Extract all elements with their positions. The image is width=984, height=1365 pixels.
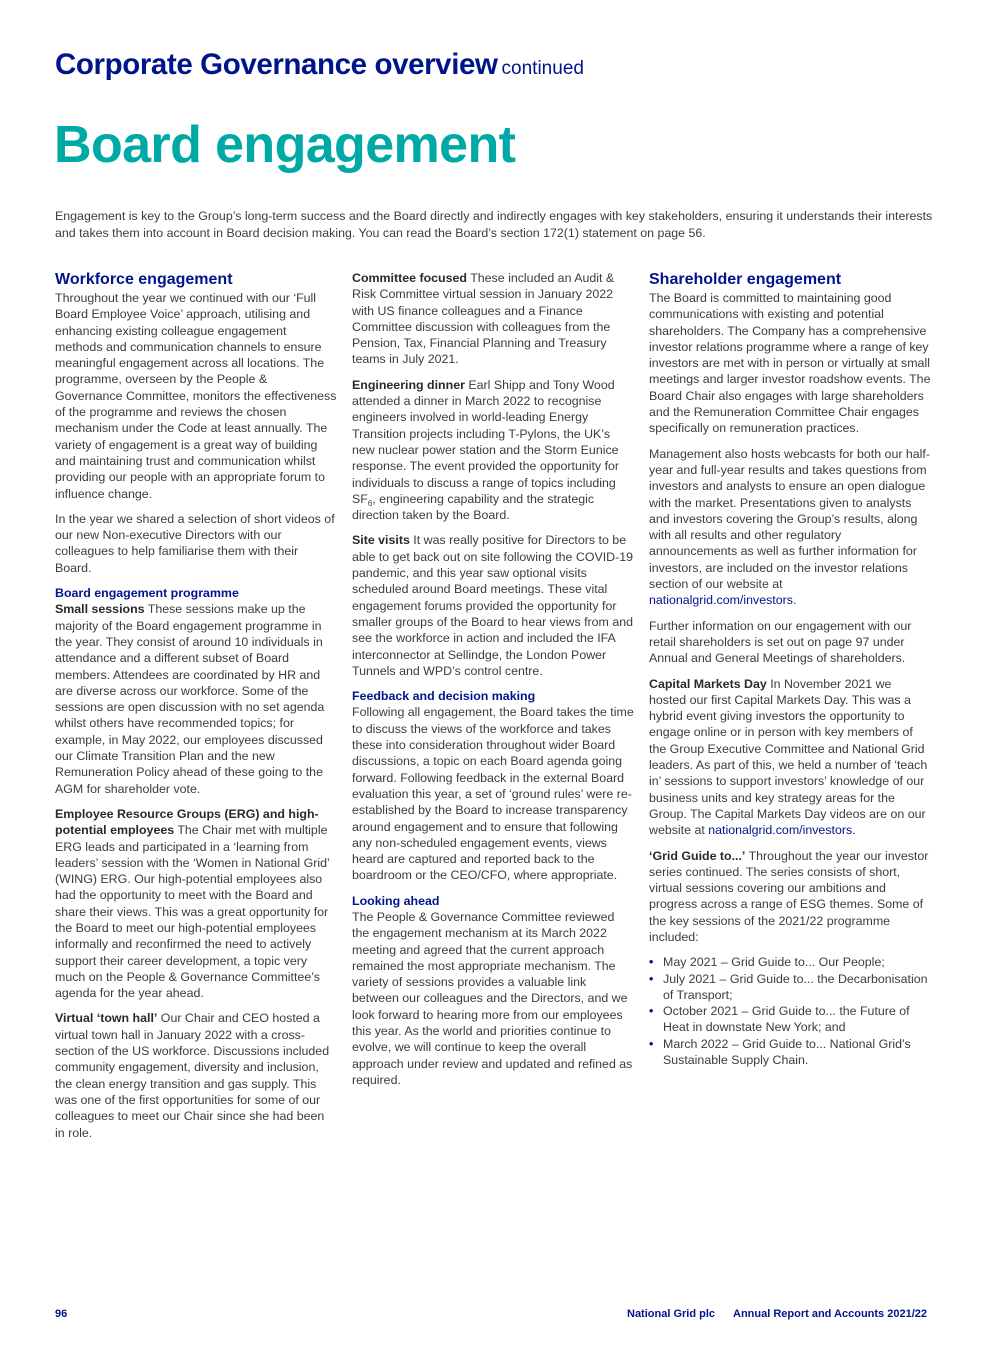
page-number: 96 [55,1308,68,1320]
shareholder-paragraph-3: Further information on our engagement with our retail shareholders is set out on page 97 under Annual and General Meetings of shareholders. [649,618,912,666]
small-sessions-text: These sessions make up the majority of the Board engagement programme in the year. They consist of around 10 individuals in attendance and a different subset of Board members. Attendees are coordinated by HR and are diverse across our workforce. Some of the sessions are open discussion with no set agenda whilst others have recommended topics; for example, in May 2022, our employees discussed our Climate Transition Plan and the new Remuneration Policy ahead of these going to the AGM for shareholder vote. [55,602,325,796]
grid-guide-text: Throughout the year our investor series continued. The series consists of short, virtual sessions covering our ambitions and progress across a range of ESG themes. Some of the key sessions of the 2021/22 programme included: [649,848,929,944]
webcasts-end: . [792,593,797,608]
committee-paragraph [352,270,634,368]
dinner-text-a: Earl Shipp and Tony Wood attended a dinner in March 2022 to recognise engineers involved in world-leading Energy Transition projects including T-Pylons, the UK’s new nuclear power station and the Storm Eunice response. The event provided the opportunity for individuals to discuss a range of topics including SF [352,377,620,506]
dinner-subscript: 6 [367,498,373,508]
site-visits-text: It was really positive for Directors to be able to get back out on site following the COVID-19 pandemic, and this year saw optional visits scheduled around Board meetings. These vital engagement forums provided the opportunity for smaller groups of the Board to hear views from and see the workforce in action and included the IFA interconnector at Sellindge, the London Power Tunnels and WPD’s control centre. [352,533,634,678]
column-shareholder [649,270,931,1068]
list-item-text: March 2022 – Grid Guide to... National Grid’s Sustainable Supply Chain. [663,1036,911,1068]
site-visits-lead: Site visits [352,533,410,548]
list-item-text: October 2021 – Grid Guide to... the Future of Heat in downstate New York; and [663,1004,910,1035]
list-item [649,971,931,1004]
list-item [649,1036,931,1069]
erg-text: The Chair met with multiple ERG leads and participated in a ‘learning from leaders’ session with the ‘Women in National Grid’ (WING) ERG. Our high-potential employees also had the opportunity to meet with the Board and share their views. This was a great opportunity for the Board to meet our high-potential employees informally and reconfirmed the need to actively support their career development, a topic very much on the People & Governance Committee’s agenda for the year ahead. [55,823,330,1001]
page-title: Board engagement [54,116,516,174]
investors-link[interactable]: nationalgrid.com/investors [649,593,793,608]
workforce-paragraph-2: In the year we shared a selection of short videos of our new Non-executive Directors with our colleagues to help familiarise them with their Board. [55,511,335,575]
bullet-icon: • [649,1036,654,1051]
workforce-heading: Workforce engagement [55,271,233,288]
grid-guide-list [649,954,931,1068]
workforce-paragraph-1: Throughout the year we continued with our ‘Full Board Employee Voice’ approach, utilising and enhancing existing colleague engagement methods and communication channels to ensure meaningful engagement across all locations. The programme, overseen by the People & Governance Committee, monitors the effectiveness of the programme and reviews the chosen mechanism under the Code at least annually. The variety of engagement is a great way of building and maintaining trust and communication whilst providing our people with an appropriate forum to influence change. [55,291,337,501]
section-title: Corporate Governance overview [55,48,498,81]
page-header [55,48,584,82]
list-item-text: May 2021 – Grid Guide to... Our People; [663,955,885,970]
small-sessions-lead: Small sessions [55,602,145,617]
list-item [649,1003,931,1036]
feedback-heading: Feedback and decision making [352,689,536,704]
town-hall-lead: Virtual ‘town hall’ [55,1011,158,1026]
capital-markets-link[interactable]: nationalgrid.com/investors. [708,823,856,838]
dinner-text-b: , engineering capability and the strategic direction taken by the Board. [352,491,595,523]
capital-markets-paragraph [649,676,931,839]
webcasts-text: Management also hosts webcasts for both our half-year and full-year results and takes questions from investors and analysts to ensure an open dialogue with the market. Presentations given to analysts and investors covering the Group’s results, along with all results and other regulatory announcements as well as further information for investors, are included on the investor relations section of our website at [649,446,931,592]
shareholder-paragraph-1: The Board is committed to maintaining good communications with existing and potential shareholders. The Company has a comprehensive investor relations programme where a range of key investors are met with in person or virtually at small meetings and larger investor roadshow events. The Board Chair also engages with large shareholders and the Remuneration Committee Chair engages specifically on remuneration practices. [649,291,931,436]
town-hall-text: Our Chair and CEO hosted a virtual town hall in January 2022 with a cross-section of the US workforce. Discussions included community engagement, diversity and inclusion, the clean energy transition and gas supply. This was one of the first opportunities for some of our colleagues to meet our Chair since she had been in role. [55,1011,330,1140]
looking-ahead-heading: Looking ahead [352,893,440,908]
programme-heading: Board engagement programme [55,586,239,601]
footer-info [627,1308,927,1320]
shareholder-paragraph-2 [649,446,931,609]
capital-markets-text: In November 2021 we hosted our first Capital Markets Day. This was a hybrid event giving investors the opportunity to engage online or in person with key members of the Group Executive Committee and National Grid leaders. As part of this, we held a number of ‘teach in’ sessions to support investors’ knowledge of our business units and key strategy areas for the Group. The Capital Markets Day videos are on our website at [649,676,928,838]
feedback-paragraph: Following all engagement, the Board takes the time to discuss the views of the workforce and takes these into consideration throughout wider Board discussions, a topic on each Board agenda going forward. Following feedback in the external Board evaluation this year, a set of ‘ground rules’ were re-established by the Board to increase transparency around engagement and to ensure that following any non-scheduled engagement events, views heard are captured and reported back to the boardroom or the CEO/CFO, where appropriate. [352,705,634,883]
dinner-paragraph [352,377,634,524]
footer-company: National Grid plc [627,1308,716,1320]
shareholder-heading: Shareholder engagement [649,271,842,288]
grid-guide-lead: ‘Grid Guide to...’ [649,848,746,863]
footer-report: Annual Report and Accounts 2021/22 [733,1308,927,1320]
intro-paragraph: Engagement is key to the Group’s long-term success and the Board directly and indirectly engages with key stakeholders, ensuring it understands their interests and takes them into account in Board decision making. You can read the Board’s section 172(1) statement on page 56. [55,209,933,240]
erg-paragraph [55,806,337,1002]
list-item [649,954,931,970]
column-middle [352,270,634,1097]
capital-markets-lead: Capital Markets Day [649,676,767,691]
small-sessions-paragraph [55,601,337,797]
bullet-icon: • [649,971,654,986]
column-workforce [55,270,337,1150]
grid-guide-paragraph [649,848,931,946]
list-item-text: July 2021 – Grid Guide to... the Decarbonisation of Transport; [663,971,928,1002]
committee-lead: Committee focused [352,271,467,285]
erg-lead: Employee Resource Groups (ERG) and high-potential employees [55,806,319,838]
committee-text: These included an Audit & Risk Committee virtual session in January 2022 with US finance colleagues and a Finance Committee discussion with colleagues from the Pension, Tax, Financial Planning and Treasury teams in July 2021. [352,271,615,367]
site-visits-paragraph [352,532,634,679]
bullet-icon: • [649,1004,654,1019]
looking-ahead-paragraph: The People & Governance Committee reviewed the engagement mechanism at its March 2022 meeting and agreed that the current approach remained the most appropriate mechanism. The variety of sessions provides a valuable link between our colleagues and the Directors, and we look forward to hearing more from our employees this year. As the world and priorities continue to evolve, we will continue to keep the overall approach under review and updated and refined as required. [352,909,633,1087]
town-hall-paragraph [55,1010,337,1140]
dinner-lead: Engineering dinner [352,377,465,392]
bullet-icon: • [649,955,654,970]
section-continued-label: continued [501,58,584,79]
